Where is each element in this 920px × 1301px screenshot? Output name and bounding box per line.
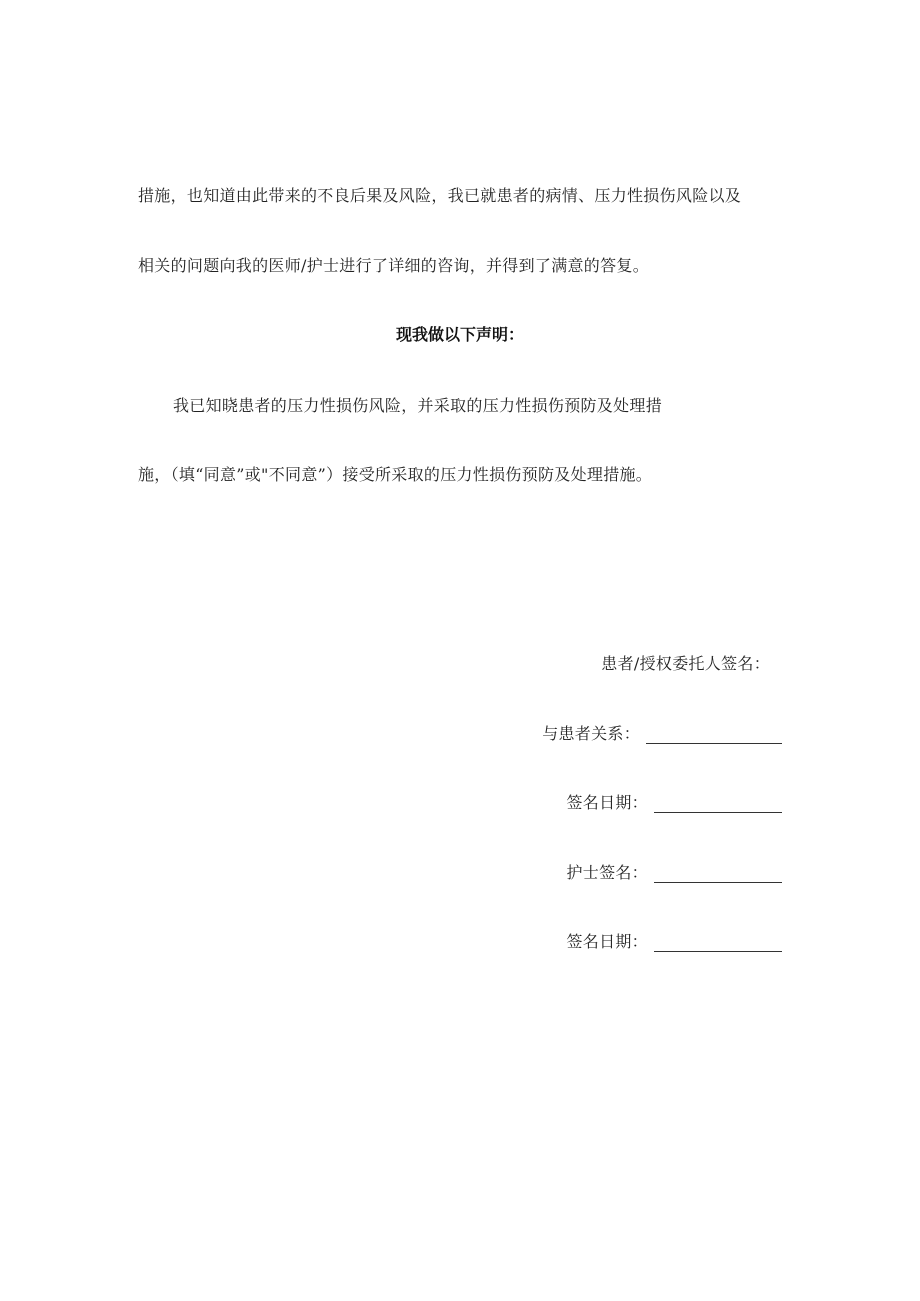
relation-row: [542, 724, 782, 744]
patient-signature-label: 患者/授权委托人签名：: [601, 654, 770, 673]
relation-blank-line[interactable]: [646, 727, 782, 744]
nurse-signature-blank-line[interactable]: [654, 866, 782, 883]
nurse-signature-label: 护士签名：: [566, 863, 648, 882]
sign-date-row-1: [566, 793, 782, 813]
sign-date-row-2: [566, 932, 782, 952]
sign-date-label-2: 签名日期：: [566, 932, 648, 951]
declaration-line-1: 我已知晓患者的压力性损伤风险，并采取的压力性损伤预防及处理措: [173, 396, 663, 415]
patient-signature-row: [601, 654, 770, 674]
sign-date-blank-line-2[interactable]: [654, 935, 782, 952]
declaration-heading: 现我做以下声明：: [395, 325, 524, 344]
relation-label: 与患者关系：: [542, 724, 640, 743]
declaration-line-2: 施，（填“同意”或"不同意”）接受所采取的压力性损伤预防及处理措施。: [138, 465, 653, 484]
sign-date-blank-line-1[interactable]: [654, 796, 782, 813]
sign-date-label-1: 签名日期：: [566, 793, 648, 812]
paragraph-line-2: 相关的问题向我的医师/护士进行了详细的咨询，并得到了满意的答复。: [138, 256, 649, 275]
nurse-signature-row: [566, 863, 782, 883]
paragraph-line-1: 措施，也知道由此带来的不良后果及风险，我已就患者的病情、压力性损伤风险以及: [138, 186, 742, 205]
